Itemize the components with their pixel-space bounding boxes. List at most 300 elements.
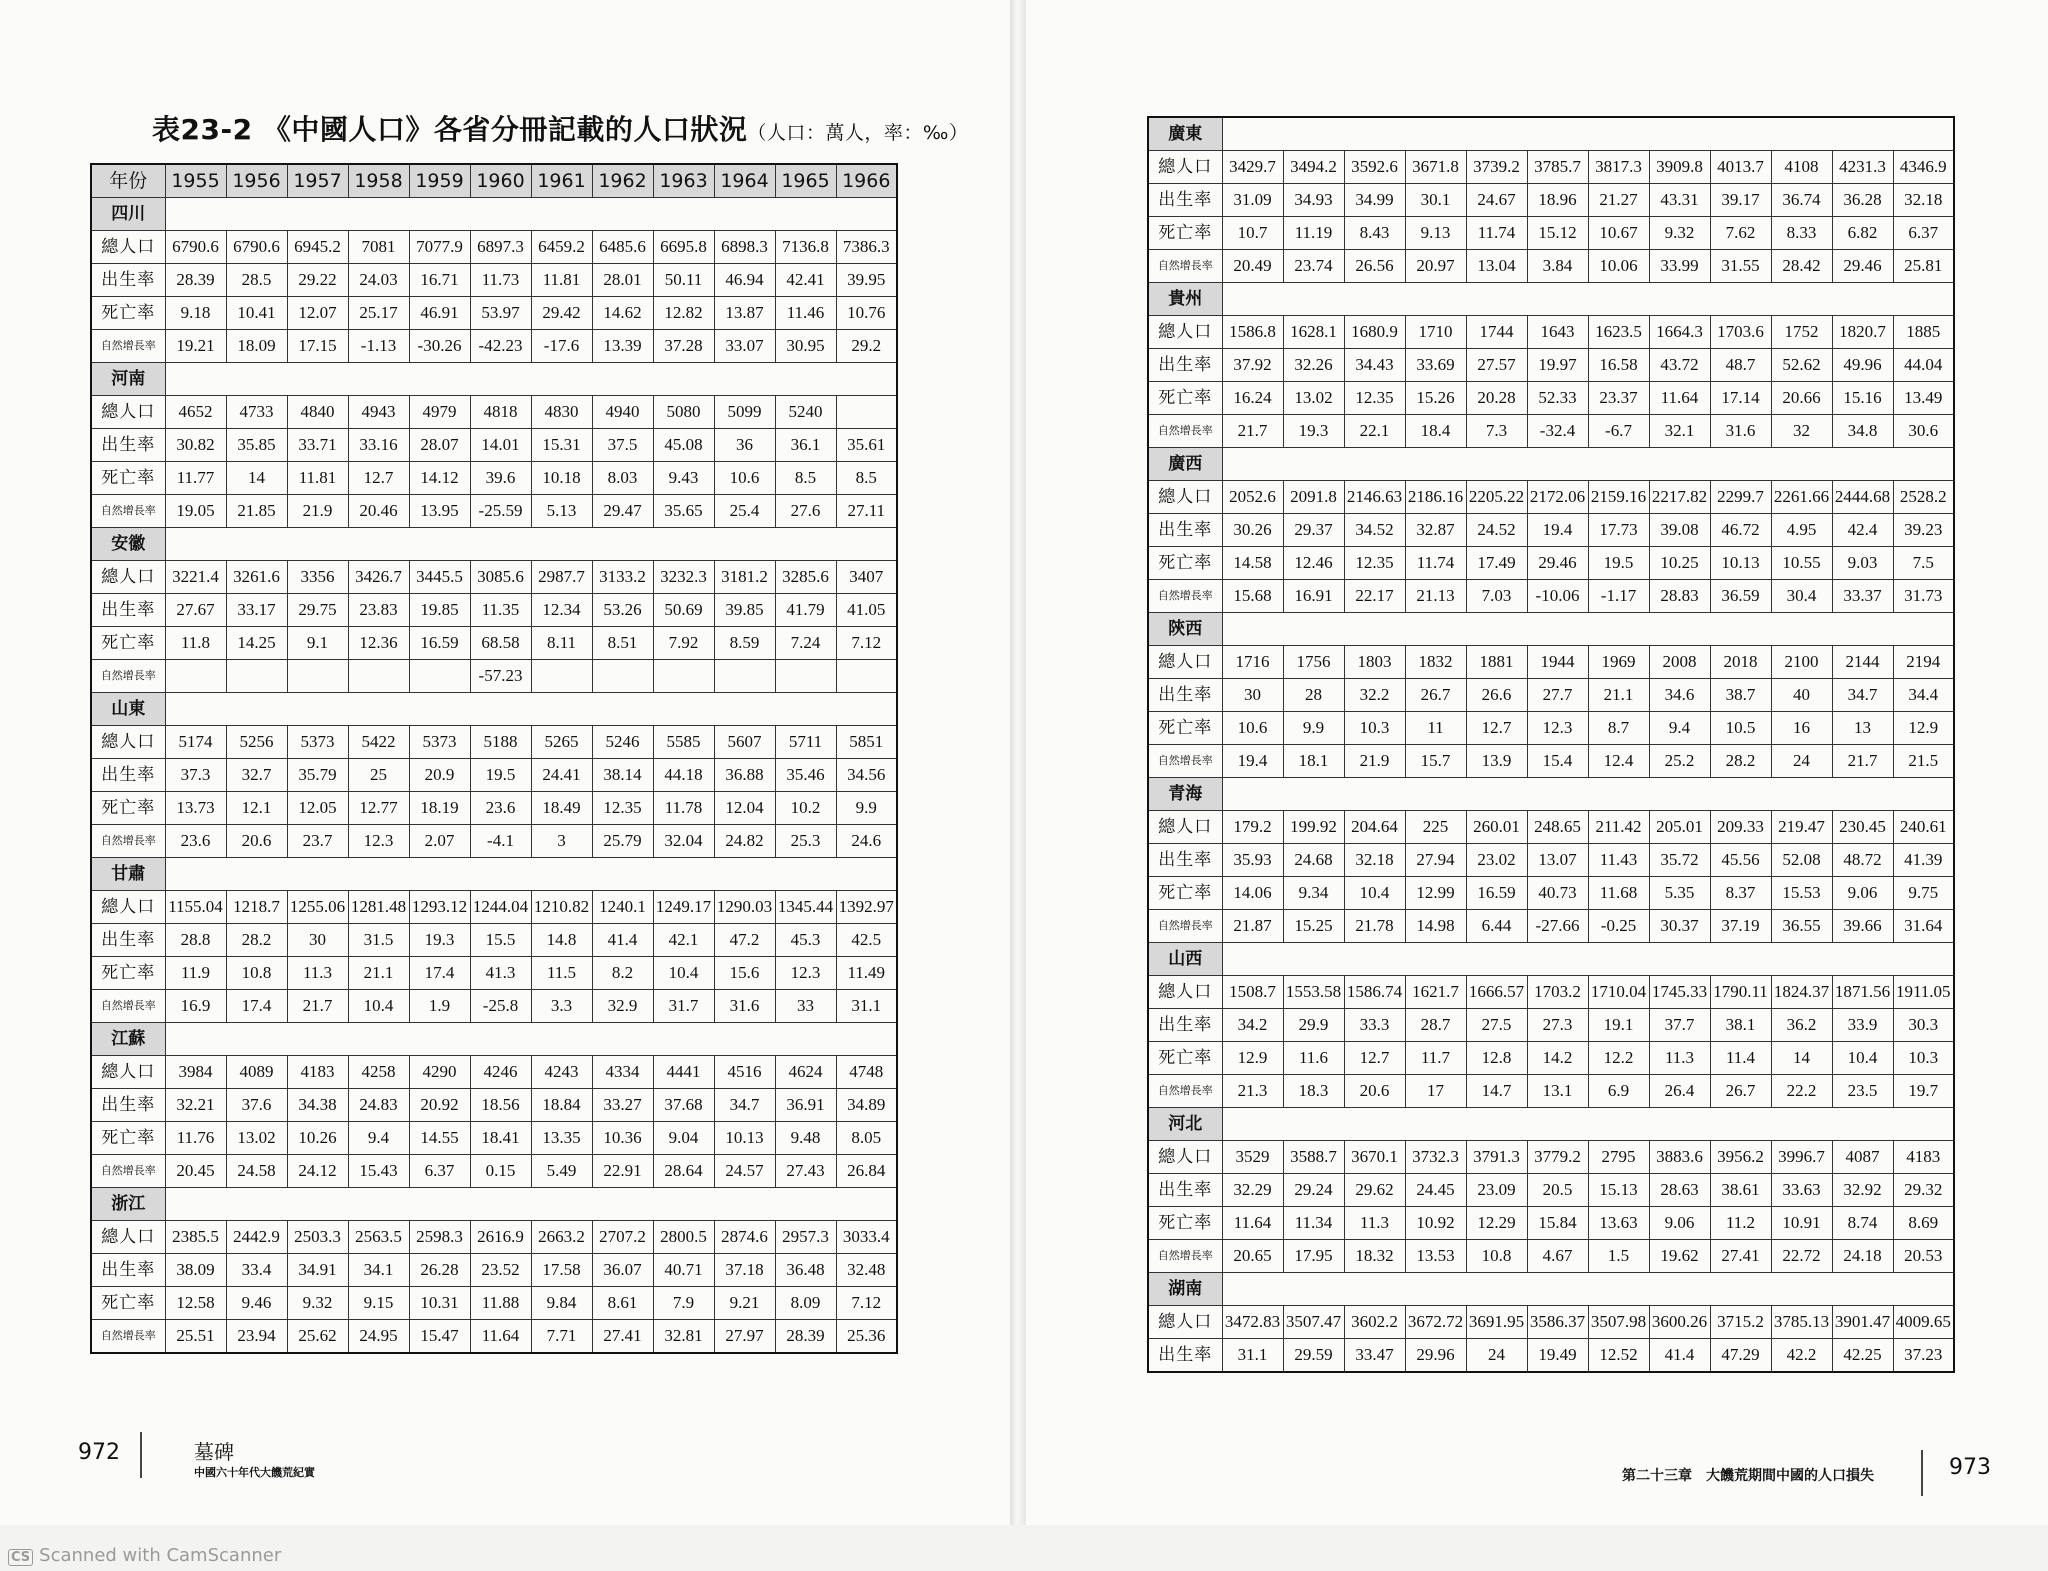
- value-cell: 15.16: [1832, 382, 1893, 415]
- value-cell: 43.72: [1649, 349, 1710, 382]
- value-cell: 19.05: [165, 495, 226, 528]
- value-cell: 4818: [470, 396, 531, 429]
- data-row: [1148, 514, 1954, 547]
- data-row: [91, 924, 897, 957]
- value-cell: 9.21: [714, 1287, 775, 1320]
- value-cell: 1628.1: [1283, 316, 1344, 349]
- value-cell: 21.7: [1222, 415, 1283, 448]
- value-cell: 42.4: [1832, 514, 1893, 547]
- value-cell: 1756: [1283, 646, 1344, 679]
- value-cell: 11.73: [470, 264, 531, 297]
- value-cell: 11.9: [165, 957, 226, 990]
- value-cell: 37.5: [592, 429, 653, 462]
- value-cell: 260.01: [1466, 811, 1527, 844]
- province-row-filler: [165, 693, 897, 726]
- value-cell: 12.35: [1344, 382, 1405, 415]
- value-cell: 10.4: [653, 957, 714, 990]
- province-name: 江蘇: [91, 1023, 165, 1056]
- value-cell: 34.7: [714, 1089, 775, 1122]
- value-cell: 33.27: [592, 1089, 653, 1122]
- value-cell: 4087: [1832, 1141, 1893, 1174]
- book-title: 墓碑: [194, 1440, 234, 1464]
- value-cell: 24.18: [1832, 1240, 1893, 1273]
- province-row: [1148, 1273, 1954, 1306]
- value-cell: 14.58: [1222, 547, 1283, 580]
- metric-label: 死亡率: [91, 957, 165, 990]
- value-cell: 4979: [409, 396, 470, 429]
- value-cell: 33.71: [287, 429, 348, 462]
- value-cell: 29.9: [1283, 1009, 1344, 1042]
- value-cell: 23.09: [1466, 1174, 1527, 1207]
- value-cell: 15.26: [1405, 382, 1466, 415]
- value-cell: 34.89: [836, 1089, 897, 1122]
- value-cell: [531, 660, 592, 693]
- value-cell: 211.42: [1588, 811, 1649, 844]
- value-cell: 19.3: [409, 924, 470, 957]
- data-row: [1148, 976, 1954, 1009]
- value-cell: 15.6: [714, 957, 775, 990]
- value-cell: 42.5: [836, 924, 897, 957]
- value-cell: 1621.7: [1405, 976, 1466, 1009]
- value-cell: 1744: [1466, 316, 1527, 349]
- value-cell: 12.05: [287, 792, 348, 825]
- value-cell: 7.92: [653, 627, 714, 660]
- province-row-filler: [1222, 943, 1954, 976]
- value-cell: 3956.2: [1710, 1141, 1771, 1174]
- value-cell: 14: [226, 462, 287, 495]
- value-cell: 9.4: [348, 1122, 409, 1155]
- value-cell: 4346.9: [1893, 151, 1954, 184]
- value-cell: 48.7: [1710, 349, 1771, 382]
- value-cell: 11.7: [1405, 1042, 1466, 1075]
- value-cell: 8.37: [1710, 877, 1771, 910]
- value-cell: 10.13: [1710, 547, 1771, 580]
- value-cell: 19.5: [1588, 547, 1649, 580]
- data-row: [1148, 1042, 1954, 1075]
- value-cell: 1281.48: [348, 891, 409, 924]
- value-cell: 16.91: [1283, 580, 1344, 613]
- value-cell: 13.1: [1527, 1075, 1588, 1108]
- value-cell: 37.28: [653, 330, 714, 363]
- page-number-left: 972: [78, 1440, 120, 1465]
- value-cell: 39.23: [1893, 514, 1954, 547]
- value-cell: -30.26: [409, 330, 470, 363]
- value-cell: 48.72: [1832, 844, 1893, 877]
- value-cell: 32.48: [836, 1254, 897, 1287]
- value-cell: 3507.98: [1588, 1306, 1649, 1339]
- metric-label: 自然增長率: [91, 825, 165, 858]
- value-cell: 1392.97: [836, 891, 897, 924]
- metric-label: 出生率: [91, 1089, 165, 1122]
- value-cell: 28.8: [165, 924, 226, 957]
- value-cell: 6.9: [1588, 1075, 1649, 1108]
- value-cell: 3670.1: [1344, 1141, 1405, 1174]
- value-cell: 4183: [1893, 1141, 1954, 1174]
- value-cell: 11.3: [287, 957, 348, 990]
- value-cell: 9.34: [1283, 877, 1344, 910]
- value-cell: 46.72: [1710, 514, 1771, 547]
- data-row: [1148, 415, 1954, 448]
- value-cell: 45.3: [775, 924, 836, 957]
- value-cell: 11.43: [1588, 844, 1649, 877]
- value-cell: 28.07: [409, 429, 470, 462]
- value-cell: 24.68: [1283, 844, 1344, 877]
- value-cell: 24.95: [348, 1320, 409, 1354]
- metric-label: 死亡率: [1148, 382, 1222, 415]
- value-cell: 4231.3: [1832, 151, 1893, 184]
- value-cell: 13.02: [1283, 382, 1344, 415]
- value-cell: 11.6: [1283, 1042, 1344, 1075]
- data-row: [1148, 382, 1954, 415]
- value-cell: 26.7: [1710, 1075, 1771, 1108]
- data-row: [1148, 1009, 1954, 1042]
- value-cell: 28: [1283, 679, 1344, 712]
- value-cell: 15.53: [1771, 877, 1832, 910]
- value-cell: 6897.3: [470, 231, 531, 264]
- camscanner-logo-icon: CS: [8, 1549, 33, 1566]
- value-cell: 19.7: [1893, 1075, 1954, 1108]
- value-cell: [409, 660, 470, 693]
- value-cell: 2616.9: [470, 1221, 531, 1254]
- value-cell: 9.84: [531, 1287, 592, 1320]
- value-cell: 18.09: [226, 330, 287, 363]
- value-cell: 39.85: [714, 594, 775, 627]
- value-cell: 2528.2: [1893, 481, 1954, 514]
- metric-label: 總人口: [91, 891, 165, 924]
- province-name: 甘肅: [91, 858, 165, 891]
- value-cell: 6945.2: [287, 231, 348, 264]
- value-cell: 36: [714, 429, 775, 462]
- value-cell: 11: [1405, 712, 1466, 745]
- value-cell: 9.75: [1893, 877, 1954, 910]
- metric-label: 出生率: [1148, 1174, 1222, 1207]
- value-cell: 34.6: [1649, 679, 1710, 712]
- year-header-cell: 1958: [348, 164, 409, 198]
- value-cell: 11.64: [1222, 1207, 1283, 1240]
- value-cell: 2795: [1588, 1141, 1649, 1174]
- value-cell: 39.95: [836, 264, 897, 297]
- metric-label: 死亡率: [91, 297, 165, 330]
- book-subtitle: 中國六十年代大饑荒紀實: [194, 1466, 315, 1479]
- value-cell: 1623.5: [1588, 316, 1649, 349]
- province-name: 四川: [91, 198, 165, 231]
- province-row-filler: [165, 1188, 897, 1221]
- value-cell: 22.1: [1344, 415, 1405, 448]
- metric-label: 死亡率: [1148, 547, 1222, 580]
- value-cell: 24.82: [714, 825, 775, 858]
- metric-label: 自然增長率: [1148, 580, 1222, 613]
- value-cell: 3984: [165, 1056, 226, 1089]
- value-cell: -4.1: [470, 825, 531, 858]
- province-row: [91, 1188, 897, 1221]
- data-row: [1148, 1174, 1954, 1207]
- value-cell: 33.4: [226, 1254, 287, 1287]
- value-cell: 33.69: [1405, 349, 1466, 382]
- value-cell: 25.4: [714, 495, 775, 528]
- year-header-cell: 1964: [714, 164, 775, 198]
- data-row: [91, 660, 897, 693]
- value-cell: 36.48: [775, 1254, 836, 1287]
- value-cell: 7.5: [1893, 547, 1954, 580]
- value-cell: 204.64: [1344, 811, 1405, 844]
- value-cell: 7.62: [1710, 217, 1771, 250]
- value-cell: 33.17: [226, 594, 287, 627]
- value-cell: 8.7: [1588, 712, 1649, 745]
- metric-label: 出生率: [1148, 1339, 1222, 1373]
- data-row: [1148, 547, 1954, 580]
- value-cell: 1881: [1466, 646, 1527, 679]
- value-cell: 3507.47: [1283, 1306, 1344, 1339]
- value-cell: 2008: [1649, 646, 1710, 679]
- value-cell: 12.36: [348, 627, 409, 660]
- value-cell: 17.95: [1283, 1240, 1344, 1273]
- metric-label: 總人口: [91, 726, 165, 759]
- value-cell: 31.73: [1893, 580, 1954, 613]
- value-cell: 37.68: [653, 1089, 714, 1122]
- value-cell: 4013.7: [1710, 151, 1771, 184]
- value-cell: 3883.6: [1649, 1141, 1710, 1174]
- value-cell: 13.63: [1588, 1207, 1649, 1240]
- data-row: [1148, 844, 1954, 877]
- table-caption: [152, 108, 968, 148]
- value-cell: 27.43: [775, 1155, 836, 1188]
- value-cell: 40.71: [653, 1254, 714, 1287]
- value-cell: 6459.2: [531, 231, 592, 264]
- value-cell: 18.1: [1283, 745, 1344, 778]
- value-cell: 29.96: [1405, 1339, 1466, 1373]
- value-cell: 10.92: [1405, 1207, 1466, 1240]
- data-row: [91, 990, 897, 1023]
- value-cell: 3085.6: [470, 561, 531, 594]
- value-cell: 20.6: [226, 825, 287, 858]
- value-cell: 5080: [653, 396, 714, 429]
- value-cell: 28.5: [226, 264, 287, 297]
- value-cell: 30.26: [1222, 514, 1283, 547]
- value-cell: 2217.82: [1649, 481, 1710, 514]
- value-cell: 1710: [1405, 316, 1466, 349]
- value-cell: 12.07: [287, 297, 348, 330]
- metric-label: 出生率: [1148, 844, 1222, 877]
- value-cell: 1.9: [409, 990, 470, 1023]
- value-cell: 34.43: [1344, 349, 1405, 382]
- data-row: [91, 429, 897, 462]
- value-cell: 32.26: [1283, 349, 1344, 382]
- value-cell: 5373: [287, 726, 348, 759]
- value-cell: 21.7: [287, 990, 348, 1023]
- value-cell: 3691.95: [1466, 1306, 1527, 1339]
- value-cell: 9.4: [1649, 712, 1710, 745]
- value-cell: 32.18: [1893, 184, 1954, 217]
- value-cell: 13.39: [592, 330, 653, 363]
- value-cell: 2598.3: [409, 1221, 470, 1254]
- value-cell: 12.35: [592, 792, 653, 825]
- value-cell: 35.72: [1649, 844, 1710, 877]
- value-cell: 26.7: [1405, 679, 1466, 712]
- value-cell: 32.2: [1344, 679, 1405, 712]
- value-cell: 1210.82: [531, 891, 592, 924]
- value-cell: 10.5: [1710, 712, 1771, 745]
- value-cell: 17.49: [1466, 547, 1527, 580]
- value-cell: 39.6: [470, 462, 531, 495]
- value-cell: 47.29: [1710, 1339, 1771, 1373]
- province-row: [91, 363, 897, 396]
- value-cell: 14.98: [1405, 910, 1466, 943]
- province-name: 陝西: [1148, 613, 1222, 646]
- value-cell: 31.09: [1222, 184, 1283, 217]
- value-cell: 3407: [836, 561, 897, 594]
- province-row-filler: [1222, 613, 1954, 646]
- value-cell: 10.2: [775, 792, 836, 825]
- value-cell: 17.4: [226, 990, 287, 1023]
- data-row: [91, 462, 897, 495]
- value-cell: 4246: [470, 1056, 531, 1089]
- value-cell: 7.24: [775, 627, 836, 660]
- value-cell: 5607: [714, 726, 775, 759]
- value-cell: 12.46: [1283, 547, 1344, 580]
- value-cell: 34.2: [1222, 1009, 1283, 1042]
- value-cell: 17.73: [1588, 514, 1649, 547]
- province-row: [91, 693, 897, 726]
- value-cell: 2444.68: [1832, 481, 1893, 514]
- value-cell: 7077.9: [409, 231, 470, 264]
- value-cell: 20.49: [1222, 250, 1283, 283]
- value-cell: 32.04: [653, 825, 714, 858]
- value-cell: 27.94: [1405, 844, 1466, 877]
- value-cell: 11.34: [1283, 1207, 1344, 1240]
- value-cell: 4830: [531, 396, 592, 429]
- value-cell: 14.06: [1222, 877, 1283, 910]
- value-cell: 2159.16: [1588, 481, 1649, 514]
- value-cell: 16.24: [1222, 382, 1283, 415]
- value-cell: 11.77: [165, 462, 226, 495]
- value-cell: 32.81: [653, 1320, 714, 1354]
- metric-label: 總人口: [1148, 316, 1222, 349]
- value-cell: 13.04: [1466, 250, 1527, 283]
- value-cell: 32.1: [1649, 415, 1710, 448]
- value-cell: 43.31: [1649, 184, 1710, 217]
- value-cell: 4.95: [1771, 514, 1832, 547]
- value-cell: 15.25: [1283, 910, 1344, 943]
- value-cell: 3221.4: [165, 561, 226, 594]
- value-cell: 27.11: [836, 495, 897, 528]
- data-row: [91, 396, 897, 429]
- value-cell: 1240.1: [592, 891, 653, 924]
- value-cell: 31.6: [1710, 415, 1771, 448]
- value-cell: 21.13: [1405, 580, 1466, 613]
- value-cell: 28.2: [226, 924, 287, 957]
- value-cell: 23.37: [1588, 382, 1649, 415]
- province-row: [1148, 613, 1954, 646]
- metric-label: 出生率: [1148, 184, 1222, 217]
- value-cell: 30.3: [1893, 1009, 1954, 1042]
- value-cell: 18.19: [409, 792, 470, 825]
- value-cell: 4516: [714, 1056, 775, 1089]
- population-table-left: [90, 163, 898, 1354]
- value-cell: 4009.65: [1893, 1306, 1954, 1339]
- value-cell: 20.46: [348, 495, 409, 528]
- metric-label: 總人口: [91, 561, 165, 594]
- value-cell: 9.46: [226, 1287, 287, 1320]
- value-cell: 2052.6: [1222, 481, 1283, 514]
- value-cell: 21.3: [1222, 1075, 1283, 1108]
- value-cell: 15.84: [1527, 1207, 1588, 1240]
- value-cell: -32.4: [1527, 415, 1588, 448]
- value-cell: 24.03: [348, 264, 409, 297]
- value-cell: 9.06: [1649, 1207, 1710, 1240]
- value-cell: 10.4: [1832, 1042, 1893, 1075]
- value-cell: 26.28: [409, 1254, 470, 1287]
- data-row: [1148, 184, 1954, 217]
- value-cell: 12.7: [1344, 1042, 1405, 1075]
- value-cell: 21.5: [1893, 745, 1954, 778]
- value-cell: 3996.7: [1771, 1141, 1832, 1174]
- value-cell: 3445.5: [409, 561, 470, 594]
- value-cell: 8.69: [1893, 1207, 1954, 1240]
- metric-label: 死亡率: [1148, 1042, 1222, 1075]
- value-cell: 12.04: [714, 792, 775, 825]
- province-name: 山西: [1148, 943, 1222, 976]
- metric-label: 死亡率: [1148, 712, 1222, 745]
- value-cell: 25.36: [836, 1320, 897, 1354]
- value-cell: 28.42: [1771, 250, 1832, 283]
- metric-label: 總人口: [1148, 151, 1222, 184]
- value-cell: 5246: [592, 726, 653, 759]
- value-cell: 16.59: [1466, 877, 1527, 910]
- value-cell: 33: [775, 990, 836, 1023]
- value-cell: 41.3: [470, 957, 531, 990]
- data-row: [1148, 481, 1954, 514]
- value-cell: 34.4: [1893, 679, 1954, 712]
- value-cell: 3785.7: [1527, 151, 1588, 184]
- value-cell: 27.5: [1466, 1009, 1527, 1042]
- data-row: [91, 1122, 897, 1155]
- metric-label: 總人口: [91, 1056, 165, 1089]
- metric-label: 自然增長率: [1148, 250, 1222, 283]
- value-cell: 16.59: [409, 627, 470, 660]
- value-cell: 3592.6: [1344, 151, 1405, 184]
- year-header-cell: 1966: [836, 164, 897, 198]
- data-row: [91, 330, 897, 363]
- value-cell: 25.2: [1649, 745, 1710, 778]
- value-cell: 28.64: [653, 1155, 714, 1188]
- value-cell: 34.56: [836, 759, 897, 792]
- value-cell: 34.1: [348, 1254, 409, 1287]
- value-cell: 1716: [1222, 646, 1283, 679]
- metric-label: 自然增長率: [91, 660, 165, 693]
- value-cell: 4334: [592, 1056, 653, 1089]
- value-cell: 10.76: [836, 297, 897, 330]
- data-row: [91, 1155, 897, 1188]
- value-cell: 25.17: [348, 297, 409, 330]
- province-name: 山東: [91, 693, 165, 726]
- value-cell: 1508.7: [1222, 976, 1283, 1009]
- value-cell: 5240: [775, 396, 836, 429]
- value-cell: 9.48: [775, 1122, 836, 1155]
- value-cell: 5422: [348, 726, 409, 759]
- value-cell: 27.97: [714, 1320, 775, 1354]
- value-cell: 10.25: [1649, 547, 1710, 580]
- value-cell: 3732.3: [1405, 1141, 1466, 1174]
- value-cell: 4258: [348, 1056, 409, 1089]
- value-cell: 3672.72: [1405, 1306, 1466, 1339]
- value-cell: 20.28: [1466, 382, 1527, 415]
- province-row: [91, 1023, 897, 1056]
- value-cell: 11.81: [287, 462, 348, 495]
- value-cell: 17.4: [409, 957, 470, 990]
- year-header-cell: 1965: [775, 164, 836, 198]
- value-cell: 2563.5: [348, 1221, 409, 1254]
- value-cell: 15.68: [1222, 580, 1283, 613]
